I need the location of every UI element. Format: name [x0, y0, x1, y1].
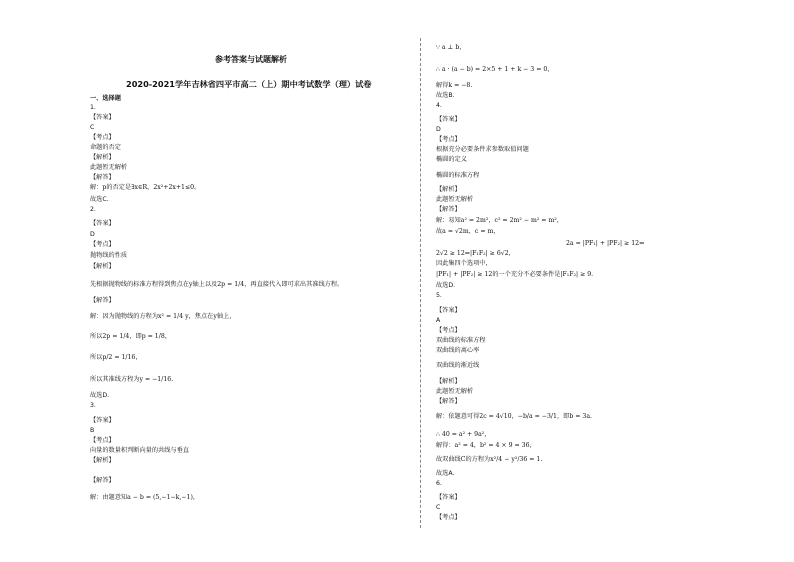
- solution-text: 解：p的否定是∃x∈R，2x²+2x+1≤0。: [90, 184, 201, 191]
- analysis-heading: 【解析】: [436, 186, 461, 193]
- solution-heading: 【解答】: [436, 398, 461, 405]
- analysis-heading: 【解析】: [436, 378, 461, 385]
- answer-value: D: [436, 126, 441, 133]
- solution-heading: 【解答】: [90, 477, 115, 484]
- solution-text: 解得：a² = 4，b² = 4 × 9 = 36，: [436, 442, 536, 449]
- topic-text: 椭圆的标准方程: [436, 172, 480, 179]
- topic-heading: 【考点】: [90, 241, 115, 248]
- answer-heading: 【答案】: [90, 114, 115, 121]
- solution-text: ∴ 40 = a² + 9a²，: [436, 431, 491, 438]
- analysis-heading: 【解析】: [90, 457, 115, 464]
- solution-text: 故选D.: [436, 282, 456, 289]
- analysis-text: 此题暂无解析: [436, 388, 474, 395]
- solution-text: 所以其准线方程为y = −1/16.: [90, 376, 174, 383]
- question-number: 6.: [436, 480, 442, 487]
- topic-heading: 【考点】: [436, 136, 461, 143]
- topic-heading: 【考点】: [436, 514, 461, 521]
- solution-text: 解：易知a² = 2m²，c² = 2m² − m² = m²，: [436, 217, 563, 224]
- answer-value: A: [436, 317, 441, 324]
- question-number: 3.: [90, 402, 96, 409]
- document-subtitle: 2020-2021学年吉林省四平市高二（上）期中考试数学（理）试卷: [126, 79, 372, 89]
- topic-text: 双曲线的离心率: [436, 347, 480, 354]
- solution-text: 故选A.: [436, 470, 455, 477]
- solution-text: 故选B.: [436, 92, 455, 99]
- solution-text: 解得k = −8.: [436, 82, 473, 89]
- topic-text: 双曲线的渐近线: [436, 362, 480, 369]
- solution-text: 故双曲线C的方程为x²/4 − y²/36 = 1.: [436, 456, 543, 463]
- document-title: 参考答案与试题解析: [215, 55, 287, 64]
- answer-value: C: [90, 124, 95, 131]
- solution-heading: 【解答】: [90, 297, 115, 304]
- answer-value: D: [90, 231, 95, 238]
- solution-text: |PF₁| + |PF₂| ≥ 12的一个充分不必要条件是|F₁F₂| ≥ 9.: [436, 271, 594, 278]
- solution-text: 解：由题意知a − b = (5,−1−k,−1)，: [90, 494, 200, 501]
- solution-text: ∴ a · (a − b) = 2×5 + 1 + k − 3 = 0，: [436, 66, 554, 73]
- answer-heading: 【答案】: [436, 116, 461, 123]
- solution-text: 所以p/2 = 1/16，: [90, 354, 142, 361]
- analysis-heading: 【解析】: [90, 154, 115, 161]
- answer-value: C: [436, 504, 441, 511]
- topic-text: 椭圆的定义: [436, 156, 467, 163]
- question-number: 5.: [436, 292, 442, 299]
- topic-heading: 【考点】: [90, 134, 115, 141]
- topic-text: 抛物线的性质: [90, 252, 128, 259]
- topic-heading: 【考点】: [436, 327, 461, 334]
- answer-value: B: [90, 427, 95, 434]
- solution-text: 2a = |PF₁| + |PF₂| ≥ 12⇔: [566, 240, 645, 247]
- answer-heading: 【答案】: [436, 307, 461, 314]
- solution-text: ∵ a ⊥ b，: [436, 44, 466, 51]
- solution-text: 2√2 ≥ 12⇔|F₁F₂| ≥ 6√2，: [436, 250, 515, 257]
- section-heading: 一、选择题: [90, 95, 121, 102]
- topic-heading: 【考点】: [90, 437, 115, 444]
- analysis-heading: 【解析】: [90, 263, 115, 270]
- topic-text: 双曲线的标准方程: [436, 337, 486, 344]
- solution-heading: 【解答】: [436, 206, 461, 213]
- answer-heading: 【答案】: [436, 494, 461, 501]
- answer-heading: 【答案】: [90, 220, 115, 227]
- question-number: 4.: [436, 102, 442, 109]
- solution-heading: 【解答】: [90, 174, 115, 181]
- analysis-text: 此题暂无解析: [436, 196, 474, 203]
- solution-text: 所以2p = 1/4，即p = 1/8，: [90, 333, 171, 340]
- solution-text: 因此集四个选项中，: [436, 260, 492, 267]
- solution-text: 故选D.: [90, 392, 110, 399]
- topic-text: 向量的数量积判断向量的共线与垂直: [90, 447, 189, 454]
- answer-heading: 【答案】: [90, 417, 115, 424]
- column-divider: [420, 38, 421, 528]
- analysis-text: 此题暂无解析: [90, 164, 128, 171]
- topic-text: 根据充分必要条件求参数取值问题: [436, 146, 529, 153]
- analysis-text: 先根据抛物线的标准方程得到焦点在y轴上以及2p = 1/4，再直接代入即可求出其准线方程。: [90, 281, 344, 288]
- solution-text: 解：依题意可得2c = 4√10，−b/a = −3/1，即b = 3a.: [436, 413, 592, 420]
- topic-text: 命题的否定: [90, 144, 121, 151]
- solution-text: 解：因为抛物线的方程为x² = 1/4 y，焦点在y轴上，: [90, 313, 236, 320]
- solution-text: 故选C.: [90, 196, 109, 203]
- question-number: 1.: [90, 104, 96, 111]
- solution-text: 故a = √2m，c = m，: [436, 228, 500, 235]
- question-number: 2.: [90, 206, 96, 213]
